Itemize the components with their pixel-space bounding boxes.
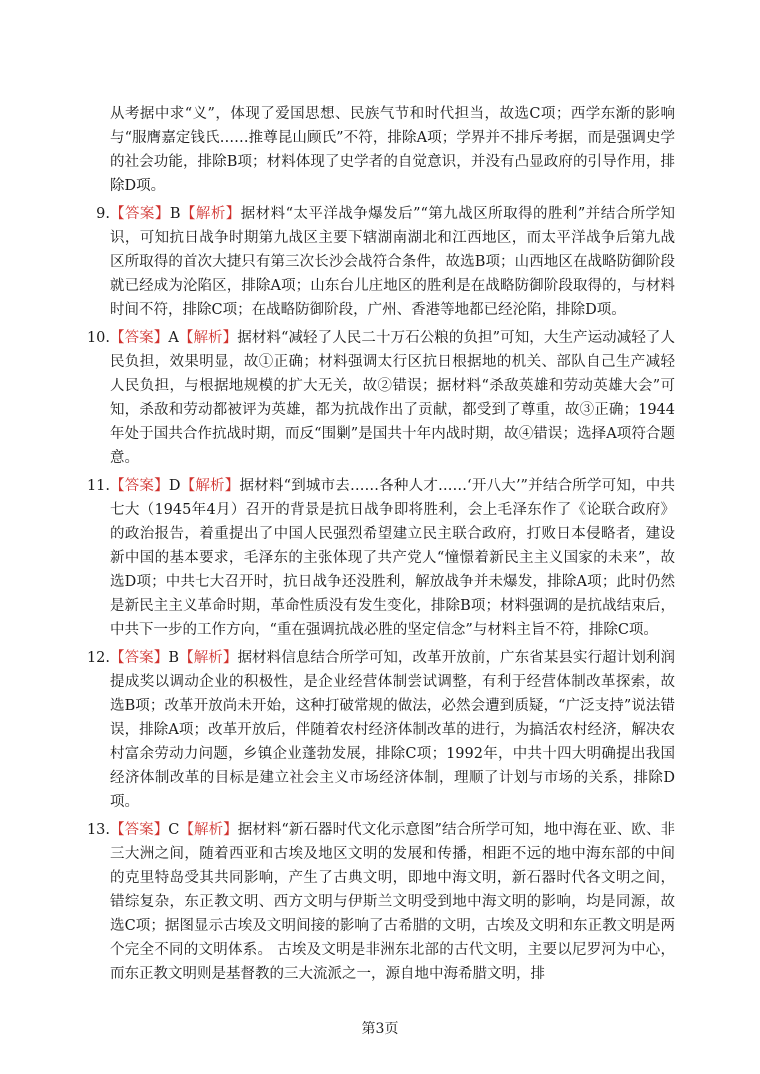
answer-letter: B — [168, 650, 180, 666]
answer-letter: A — [168, 330, 179, 346]
question-number: 10. — [86, 330, 110, 346]
answer-letter: D — [168, 478, 181, 494]
answer-tag: 【答案】 — [110, 206, 170, 222]
question-12 — [85, 646, 675, 814]
analysis-text: 据材料“太平洋战争爆发后”“第九战区所取得的胜利”并结合所学知识，可知抗日战争时期第九战区主要下辖湖南湖北和江西地区，而太平洋战争后第九战区所取得的首次大捷只有第三次长沙会战符合条件，故选B项；山西地区在战略防御阶段就已经成为沦陷区，排除A项；山东台儿庄地区的胜利是在战略防御阶段取得的，与材料时间不符，排除C项；在战略防御阶段，广州、香港等地都已经沦陷，排除D项。 — [110, 206, 676, 318]
question-9 — [85, 202, 675, 322]
answer-tag: 【答案】 — [110, 330, 169, 346]
question-number: 12. — [86, 650, 110, 666]
analysis-text: 据材料信息结合所学可知，改革开放前，广东省某县实行超计划利润提成奖以调动企业的积极性，是企业经营体制尝试调整，有利于经营体制改革探索，故选B项；改革开放尚未开始，这种打破常规的做法，必然会遭到质疑，“广泛支持”说法错误，排除A项；改革开放后，伴随着农村经济体制改革的进行，为搞活农村经济，解决农村富余劳动力问题，乡镇企业蓬勃发展，排除C项；1992年，中共十四大明确提出我国经济体制改革的目标是建立社会主义市场经济体制，理顺了计划与市场的关系，排除D项。 — [110, 650, 676, 810]
answer-tag: 【答案】 — [110, 650, 169, 666]
question-11 — [85, 474, 675, 642]
analysis-tag: 【解析】 — [180, 206, 241, 222]
question-number: 11. — [86, 478, 110, 494]
page-number: 第3页 — [361, 1021, 399, 1037]
analysis-tag: 【解析】 — [179, 650, 238, 666]
answer-letter: B — [169, 206, 181, 222]
answer-content — [85, 102, 675, 990]
answer-tag: 【答案】 — [110, 478, 169, 494]
analysis-text: 据材料“到城市去……各种人才……‘开八大’”并结合所学可知，中共七大（1945年4月）召开的背景是抗日战争即将胜利，会上毛泽东作了《论联合政府》的政治报告，着重提出了中国人民强烈希望建立民主联合政府，打败日本侵略者，建设新中国的基本要求，毛泽东的主张体现了共产党人“憧憬着新民主主义国家的未来”，故选D项；中共七大召开时，抗日战争还没胜利，解放战争并未爆发，排除A项；此时仍然是新民主主义革命时期，革命性质没有发生变化，排除B项；材料强调的是抗战结束后，中共下一步的工作方向，“重在强调抗战必胜的坚定信念”与材料主旨不符，排除C项。 — [110, 478, 675, 638]
analysis-text: 据材料“减轻了人民二十万石公粮的负担”可知，大生产运动减轻了人民负担，效果明显，故①正确；材料强调太行区抗日根据地的机关、部队自己生产减轻人民负担，与根据地规模的扩大无关，故②错误；据材料“杀敌英雄和劳动英雄大会”可知，杀敌和劳动都被评为英雄，都为抗战作出了贡献，都受到了尊重，故③正确；1944年处于国共合作抗战时期，而反“围剿”是国共十年内战时期，故④错误；选择A项符合题意。 — [110, 330, 676, 466]
analysis-tag: 【解析】 — [179, 822, 238, 838]
question-number: 13. — [86, 822, 110, 838]
question-13 — [85, 818, 675, 986]
question-number: 9. — [96, 206, 110, 222]
analysis-tag: 【解析】 — [180, 478, 240, 494]
answer-tag: 【答案】 — [110, 822, 169, 838]
question-10 — [85, 326, 675, 470]
analysis-tag: 【解析】 — [178, 330, 238, 346]
answer-letter: C — [168, 822, 180, 838]
continued-paragraph: 从考据中求“义”，体现了爱国思想、民族气节和时代担当，故选C项；西学东渐的影响与“服膺嘉定钱氏……推尊昆山顾氏”不符，排除A项；学界并不排斥考据，而是强调史学的社会功能，排除B项；材料体现了史学者的自觉意识，并没有凸显政府的引导作用，排除D项。 — [110, 106, 675, 194]
analysis-text: 据材料“新石器时代文化示意图”结合所学可知，地中海在亚、欧、非三大洲之间，随着西亚和古埃及地区文明的发展和传播，相距不远的地中海东部的中间的克里特岛受其共同影响，产生了古典文明，即地中海文明，新石器时代各文明之间，错综复杂，东正教文明、西方文明与伊斯兰文明受到地中海文明的影响，均是同源，故选C项；据图显示古埃及文明间接的影响了古希腊的文明，古埃及文明和东正教文明是两个完全不同的文明体系。 古埃及文明是非洲东北部的古代文明，主要以尼罗河为中心，而东正教文明则是基督教的三大流派之一，源自地中海希腊文明，排 — [110, 822, 676, 982]
